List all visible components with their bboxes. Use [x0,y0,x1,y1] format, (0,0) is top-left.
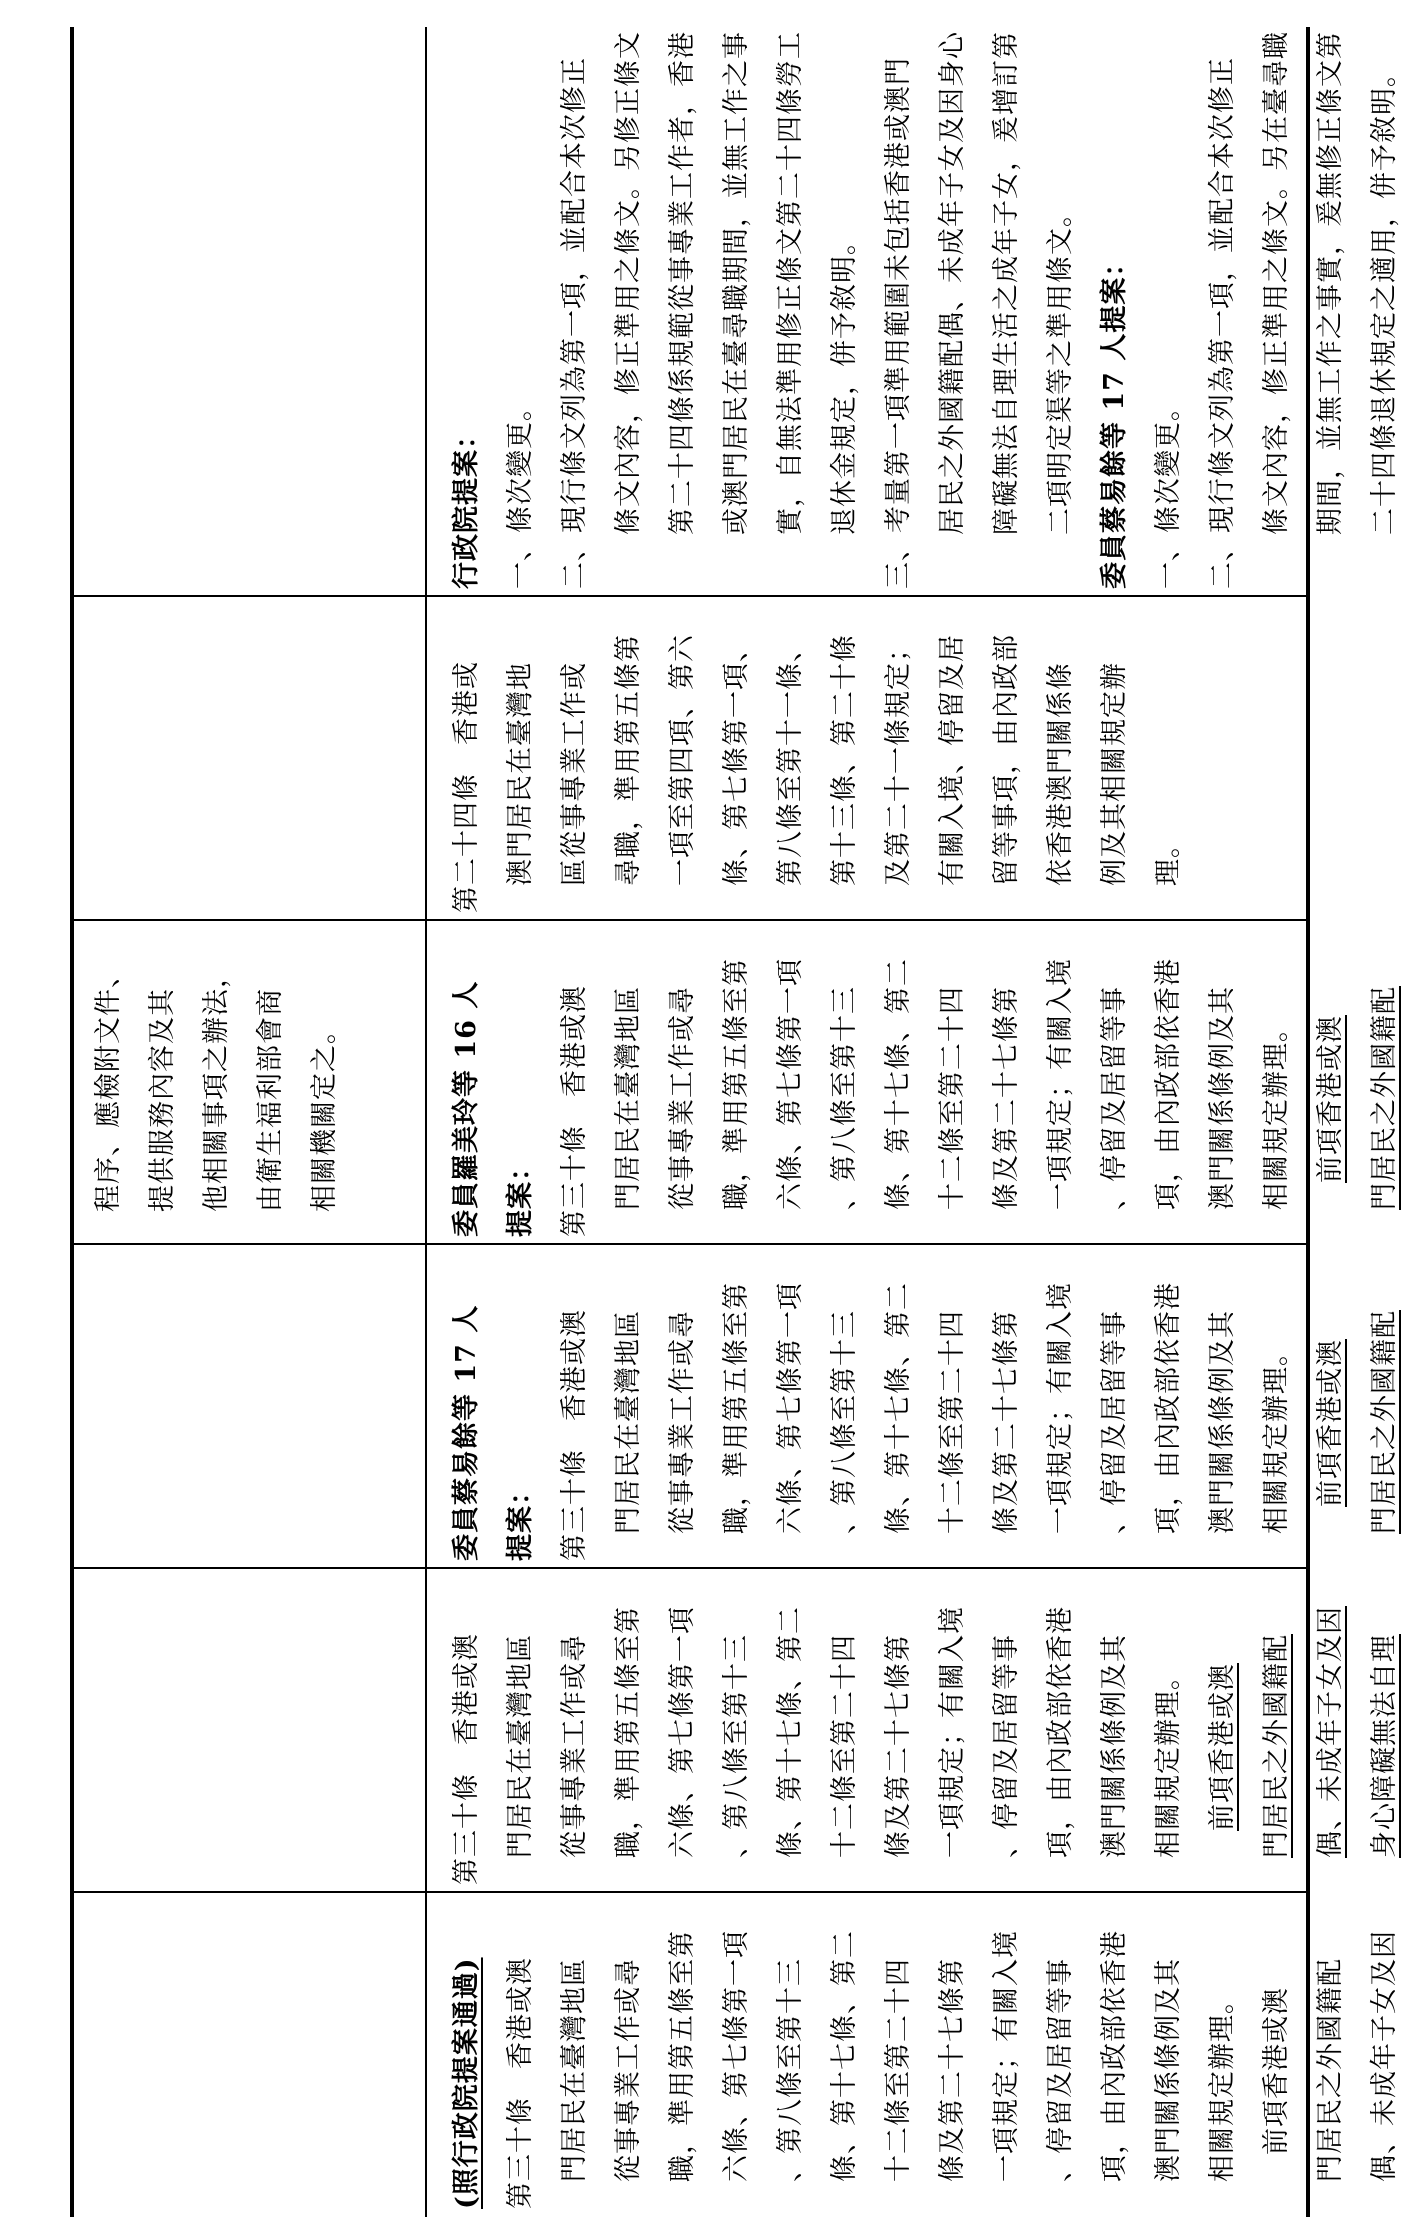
text-line: 委員蔡易餘等 17 人 [451,1304,482,1561]
text-line: 障礙無法自理生活之成年子女，爰增訂第 [991,31,1022,535]
text-line: 依香港澳門關係條 [1045,662,1076,886]
text-line: 一、條次變更。 [1153,393,1184,589]
text-line: 職，準用第五條至第 [667,1930,698,2182]
text-line: 退休金規定，併予敘明。 [829,227,860,535]
rotated-table [70,27,1400,2217]
text-line: 條、第十七條、第二 [829,1930,860,2182]
text-line: 委員羅美玲等 16 人 [451,980,482,1237]
col3-body-cell [440,1249,1400,1561]
text-line: 十二條至第二十四 [937,986,968,1210]
text-line: 、停留及居留等事 [1099,986,1130,1210]
text-line: 期間，並無工作之事實，爰無修正條文第 [1315,31,1346,535]
text-line: 相關規定辦理。 [1207,1986,1238,2182]
table-top-border [70,27,74,2217]
column-divider [70,1244,1310,1246]
row-divider [425,27,427,2217]
text-line: 門居民之外國籍配 [1369,986,1400,1210]
text-line: 門居民之外國籍配 [1315,1958,1346,2182]
text-line: 門居民之外國籍配 [1369,1310,1400,1534]
text-line: 三、考量第一項準用範圍未包括香港或澳門 [883,57,914,589]
text-line: 及第二十一條規定； [883,634,914,886]
text-line: 澳門關係條例及其 [1099,1634,1130,1858]
column-divider [70,596,1310,598]
text-line: 條及第二十七條第 [991,1310,1022,1534]
text-line: 從事專業工作或尋 [613,1958,644,2182]
text-line: 第三十條 香港或澳 [559,1309,590,1561]
text-line: 條、第七條第一項、 [721,634,752,886]
text-line: 一項規定；有關入境 [937,1606,968,1858]
column-divider [70,920,1310,922]
col6-body-cell [440,29,1400,589]
text-line: 從事專業工作或尋 [667,1310,698,1534]
text-line: 相關規定辦理。 [1153,1662,1184,1858]
text-line: 職，準用第五條至第 [613,1606,644,1858]
text-line: 提案： [505,1477,536,1561]
text-line: 條、第十七條、第二 [883,1282,914,1534]
text-line: 或澳門居民在臺尋職期間，並無工作之事 [721,31,752,535]
text-line: 條文內容，修正準用之條文。另在臺尋職 [1261,31,1292,535]
col4-top-cell [82,927,412,1239]
text-line: 居民之外國籍配偶、未成年子女及因身心 [937,31,968,535]
text-line: 、第八條至第十三 [829,986,860,1210]
text-line: 條及第二十七條第 [991,986,1022,1210]
text-line: 、第八條至第十三 [721,1634,752,1858]
column-divider [70,1892,1310,1894]
text-line: 項，由內政部依香港 [1153,958,1184,1210]
text-line: 有關入境、停留及居 [937,634,968,886]
text-line: 門居民在臺灣地區 [505,1634,536,1858]
text-line: 十二條至第二十四 [937,1310,968,1534]
text-line: 條、第十七條、第二 [883,958,914,1210]
text-line: 門居民在臺灣地區 [613,1310,644,1534]
text-line: 項，由內政部依香港 [1045,1606,1076,1858]
text-line: 條文內容，修正準用之條文。另修正條文 [613,31,644,535]
col4-body-cell [440,925,1400,1237]
text-line: 門居民之外國籍配 [1261,1634,1292,1858]
text-line: 前項香港或澳 [1207,1663,1238,1831]
text-line: 從事專業工作或尋 [559,1634,590,1858]
col2-body-cell [440,1573,1400,1885]
text-line: 相關機關定之。 [309,1016,340,1212]
text-line: 相關規定辦理。 [1261,1014,1292,1210]
text-line: 、第八條至第十三 [829,1310,860,1534]
text-line: 六條、第七條第一項 [775,958,806,1210]
text-line: 區從事專業工作或 [559,662,590,886]
text-line: 六條、第七條第一項 [721,1930,752,2182]
col5-body-cell [440,601,1300,913]
column-divider [70,1568,1310,1570]
text-line: 六條、第七條第一項 [775,1282,806,1534]
text-line: 、停留及居留等事 [1099,1310,1130,1534]
text-line: 職，準用第五條至第 [721,958,752,1210]
text-line: 第三十條 香港或澳 [451,1633,482,1885]
text-line: 澳門關係條例及其 [1207,986,1238,1210]
text-line: 他相關事項之辦法， [201,960,232,1212]
text-line: 第二十四條係規範從事專業工作者，香港 [667,31,698,535]
text-line: 條及第二十七條第 [937,1958,968,2182]
text-line: 澳門關係條例及其 [1207,1310,1238,1534]
text-line: 理。 [1153,830,1184,886]
text-line: 前項香港或澳 [1315,1015,1346,1183]
text-line: 二、現行條文列為第一項，並配合本次修正 [1207,57,1238,589]
text-line: 一、條次變更。 [505,393,536,589]
text-line: 提供服務內容及其 [147,988,178,1212]
text-line: 第二十四條 香港或 [451,661,482,913]
text-line: 前項香港或澳 [1261,1987,1292,2155]
text-line: 十二條至第二十四 [883,1958,914,2182]
text-line: 偶、未成年子女及因 [1369,1930,1400,2182]
text-line: 一項規定；有關入境 [1045,1282,1076,1534]
text-line: 、停留及居留等事 [991,1634,1022,1858]
text-line: 二、現行條文列為第一項，並配合本次修正 [559,57,590,589]
text-line: 偶、未成年子女及因 [1315,1606,1346,1858]
text-line: 留等事項，由內政部 [991,634,1022,886]
text-line: 項，由內政部依香港 [1153,1282,1184,1534]
text-line: 一項至第四項、第六 [667,634,698,886]
text-line: 門居民在臺灣地區 [559,1958,590,2182]
text-line: 例及其相關規定辦 [1099,662,1130,886]
text-line: 六條、第七條第一項 [667,1606,698,1858]
text-line: 委員蔡易餘等 17 人提案： [1099,248,1130,589]
text-line: 一項規定；有關入境 [991,1930,1022,2182]
text-line: 第八條至第十一條、 [775,634,806,886]
text-line: 一項規定；有關入境 [1045,958,1076,1210]
text-line: 相關規定辦理。 [1261,1338,1292,1534]
text-line: 、第八條至第十三 [775,1958,806,2182]
text-line: 十二條至第二十四 [829,1634,860,1858]
text-line: 條及第二十七條第 [883,1634,914,1858]
text-line: 第三十條 香港或澳 [505,1957,536,2209]
text-line: 澳門居民在臺灣地 [505,662,536,886]
text-line: 二項明定渠等之準用條文。 [1045,199,1076,535]
text-line: 、停留及居留等事 [1045,1958,1076,2182]
text-line: 由衛生福利部會商 [255,988,286,1212]
text-line: 行政院提案： [451,421,482,589]
text-line: 第三十條 香港或澳 [559,985,590,1237]
text-line: 程序、應檢附文件、 [93,960,124,1212]
text-line: (照行政院提案通過) [451,1957,482,2209]
text-line: 實，自無法準用修正條文第二十四條勞工 [775,31,806,535]
text-line: 澳門關係條例及其 [1153,1958,1184,2182]
text-line: 身心障礙無法自理 [1369,1634,1400,1858]
col1-body-cell [440,1897,1400,2209]
text-line: 門居民在臺灣地區 [613,986,644,1210]
text-line: 項，由內政部依香港 [1099,1930,1130,2182]
text-line: 提案： [505,1153,536,1237]
text-line: 條、第十七條、第二 [775,1606,806,1858]
text-line: 職，準用第五條至第 [721,1282,752,1534]
text-line: 尋職，準用第五條第 [613,634,644,886]
text-line: 前項香港或澳 [1315,1339,1346,1507]
text-line: 第十三條、第二十條 [829,634,860,886]
text-line: 從事專業工作或尋 [667,986,698,1210]
text-line: 二十四條退休規定之適用，併予敘明。 [1369,59,1400,535]
